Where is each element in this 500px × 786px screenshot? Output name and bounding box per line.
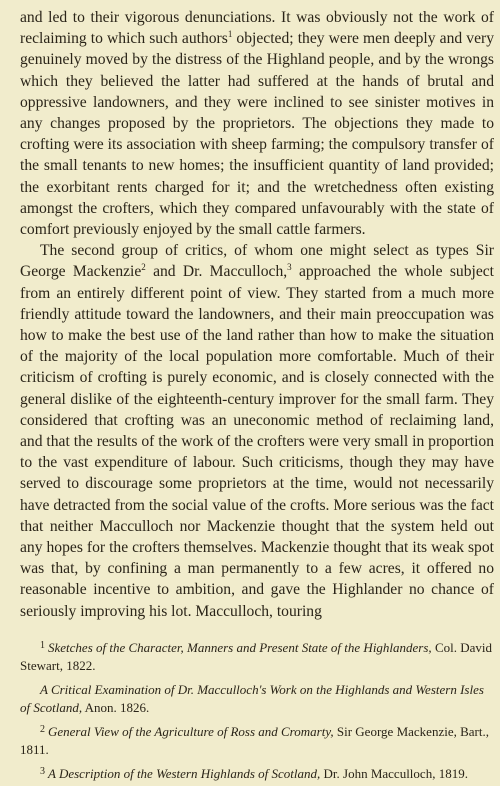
footnotes [20,639,494,783]
footnote-citation: Col. David Stewart, 1822. [20,639,492,673]
footnote-marker-2: 2 [141,262,146,273]
footnote-citation: Sir George Mackenzie, Bart., 1811. [20,723,489,757]
footnote-1 [20,639,494,675]
footnote-2 [20,723,494,759]
footnote-number: 3 [40,765,45,777]
paragraph-2 [20,240,494,622]
footnote-number: 1 [40,639,45,651]
text-run: The second group of critics, of whom one might select as types Sir George Mackenzie [20,242,494,281]
footnote-marker-1: 1 [227,29,233,40]
text-run: approached the whole subject from an entirely different point of view. They started from a much more friendly attitude toward the landowners, and their main preoccupation was how to make the best use of the land rather than how to make the situation of the majority of the local population more comfortable. Much of their criticism of crofting is purely economic, and is closely connected with the general dislike of the eighteenth-century improver for the small farm. They considered that crofting was an uneconomic method of reclaiming land, and that the results of the work of the crofters were very small in proportion to the vast expenditure of labour. Such criticisms, though they may have served to discourage some proprietors at the time, would not necessarily have detracted from the social value of the crofts. More serious was the fact that neither Macculloch nor Mackenzie thought that the system held out any hopes for the crofters themselves. Mackenzie thought that its weak spot was that, by confining a man permanently to a few acres, it offered no reasonable incentive to ambition, and gave the Highlander no chance of seriously improving his lot. Macculloch, touring [20,263,494,620]
footnote-marker-3: 3 [287,262,292,273]
footnote-number: 2 [40,723,45,735]
main-text [20,7,494,622]
text-run: and Dr. Macculloch, [145,263,288,281]
text-run: and led to their vigorous denunciations. It was obviously not the work of reclaiming to which such authors [20,9,494,48]
footnote-citation: Dr. John Macculloch, 1819. [320,765,468,781]
paragraph-1 [20,7,494,240]
footnote-title: A Critical Examination of Dr. Macculloch's Work on the Highlands and Western Isles of Scotland, [20,681,484,715]
footnote-title: General View of the Agriculture of Ross and Cromarty, [48,723,334,739]
footnote-3 [20,765,494,783]
footnote-title: A Description of the Western Highlands of Scotland, [48,765,321,781]
footnote-1b [20,681,494,717]
footnote-citation: Anon. 1826. [82,699,150,715]
footnote-title: Sketches of the Character, Manners and Present State of the Highlanders, [48,639,432,655]
text-run: objected; they were men deeply and very genuinely moved by the distress of the Highland people, and by the wrongs which they believed the latter had suffered at the hands of brutal and oppressive landowners, and they were inclined to see sinister motives in any changes proposed by the proprietors. The objections they made to crofting were its association with sheep farming; the compulsory transfer of the small tenants to new homes; the insufficient quantity of land provided; the exorbitant rents charged for it; and the wretchedness often existing amongst the crofters, which they compared unfavourably with the state of comfort previously enjoyed by the small cattle farmers. [20,30,494,239]
